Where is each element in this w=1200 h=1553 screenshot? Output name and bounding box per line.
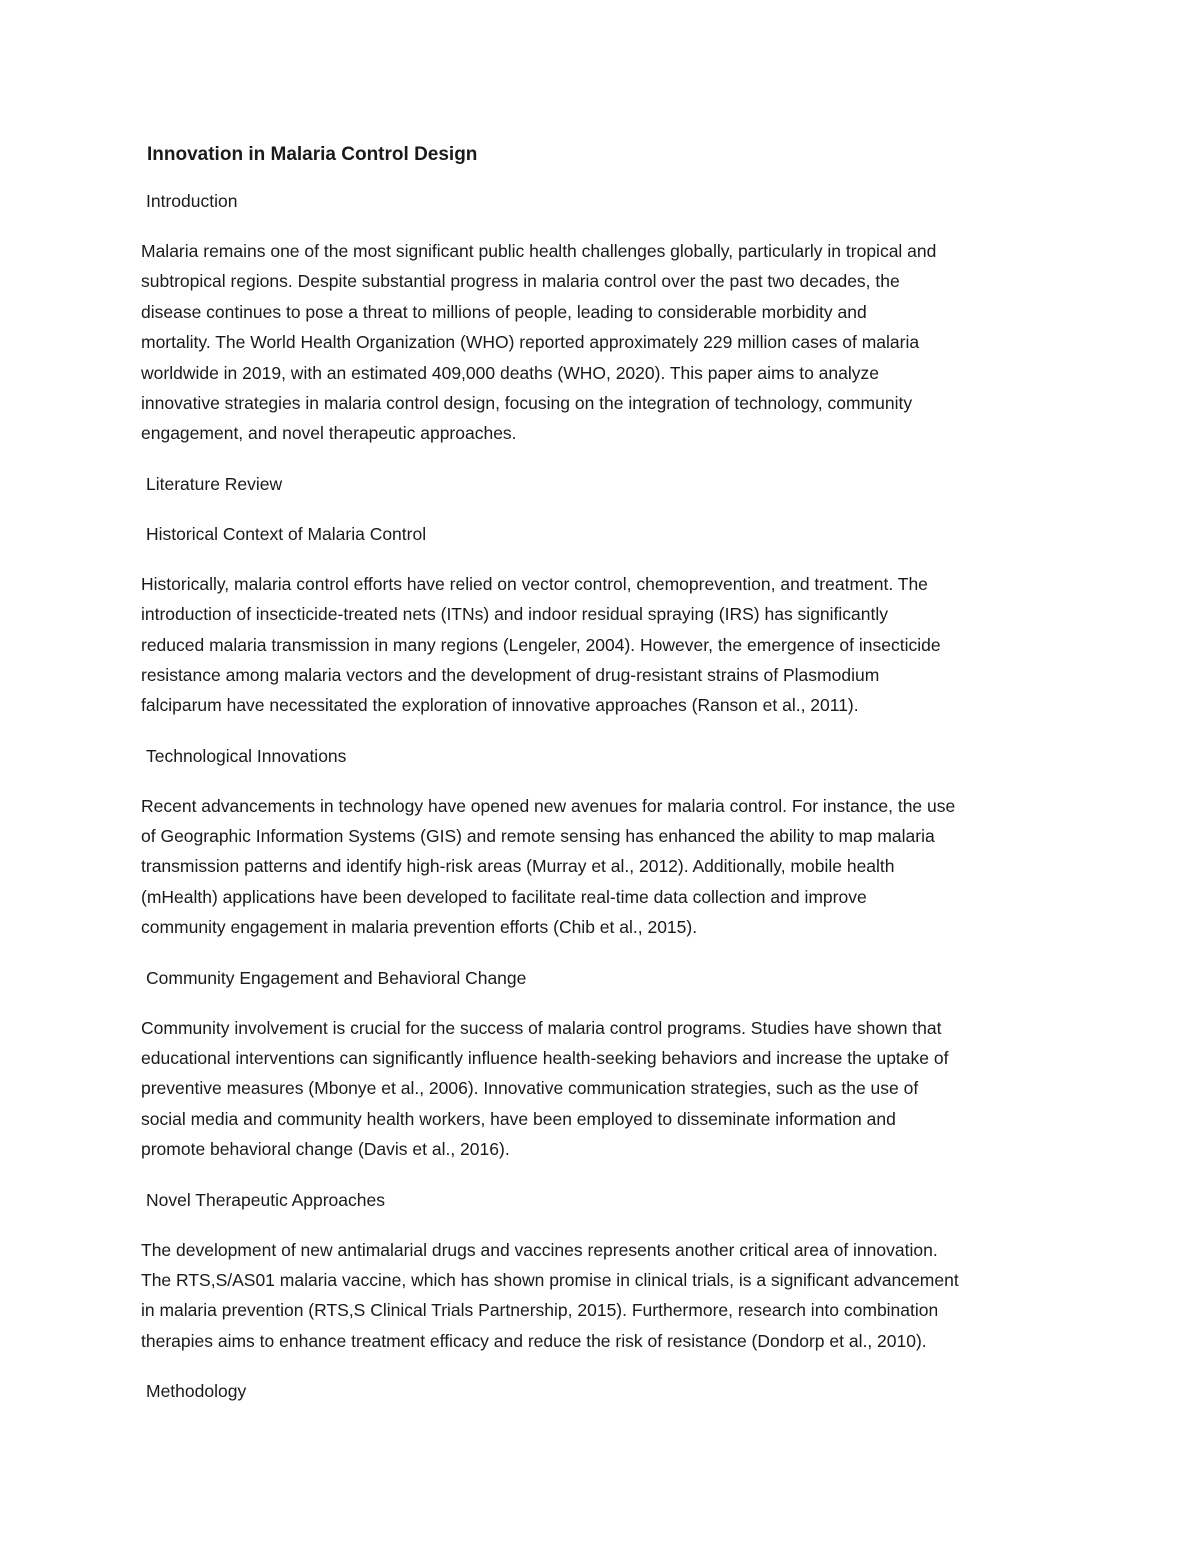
paragraph-line: worldwide in 2019, with an estimated 409,000 deaths (WHO, 2020). This paper aims to analyze <box>141 362 879 383</box>
section-paragraph-introduction <box>141 236 1066 449</box>
section-paragraph-community-engagement-and-behavioral-change <box>141 1013 1066 1165</box>
section-heading-novel-therapeutic-approaches: Novel Therapeutic Approaches <box>146 1189 385 1210</box>
paragraph-line: falciparum have necessitated the exploration of innovative approaches (Ranson et al., 2011). <box>141 695 859 716</box>
section-paragraph-technological-innovations <box>141 791 1066 943</box>
paragraph-line: Malaria remains one of the most significant public health challenges globally, particularly in tropical and <box>141 241 937 261</box>
paragraph-line: of Geographic Information Systems (GIS) and remote sensing has enhanced the ability to map malaria <box>141 826 935 847</box>
section-heading-introduction: Introduction <box>146 191 238 211</box>
section-heading-literature-review: Literature Review <box>146 473 283 494</box>
paragraph-line: mortality. The World Health Organization (WHO) reported approximately 229 million cases of malaria <box>141 332 920 353</box>
paragraph-line: transmission patterns and identify high-risk areas (Murray et al., 2012). Additionally, mobile health <box>141 856 895 877</box>
paragraph-line: engagement, and novel therapeutic approaches. <box>141 423 517 444</box>
paragraph-line: community engagement in malaria prevention efforts (Chib et al., 2015). <box>141 917 698 938</box>
paragraph-line: reduced malaria transmission in many regions (Lengeler, 2004). However, the emergence of insecticide <box>141 634 941 655</box>
paragraph-line: in malaria prevention (RTS,S Clinical Trials Partnership, 2015). Furthermore, research into combination <box>141 1300 939 1321</box>
paragraph-line: introduction of insecticide-treated nets (ITNs) and indoor residual spraying (IRS) has significantly <box>141 604 889 625</box>
paragraph-line: The development of new antimalarial drugs and vaccines represents another critical area of innovation. <box>141 1239 938 1260</box>
section-heading-historical-context-of-malaria-control: Historical Context of Malaria Control <box>146 523 427 544</box>
paragraph-line: Historically, malaria control efforts have relied on vector control, chemoprevention, and treatment. The <box>141 573 928 594</box>
section-paragraph-historical-context-of-malaria-control <box>141 569 1066 721</box>
paragraph-line: resistance among malaria vectors and the development of drug-resistant strains of Plasmodium <box>141 664 880 685</box>
section-heading-community-engagement-and-behavioral-change: Community Engagement and Behavioral Change <box>146 967 527 988</box>
section-paragraph-novel-therapeutic-approaches <box>141 1235 1066 1357</box>
paragraph-line: (mHealth) applications have been developed to facilitate real-time data collection and improve <box>141 886 867 907</box>
document-body <box>141 136 1066 1426</box>
paragraph-line: therapies aims to enhance treatment efficacy and reduce the risk of resistance (Dondorp et al., 2010). <box>141 1330 927 1351</box>
paragraph-line: promote behavioral change (Davis et al., 2016). <box>141 1139 510 1160</box>
paragraph-line: disease continues to pose a threat to millions of people, leading to considerable morbidity and <box>141 301 867 322</box>
paragraph-line: innovative strategies in malaria control design, focusing on the integration of technology, community <box>141 392 913 413</box>
paragraph-line: Recent advancements in technology have opened new avenues for malaria control. For instance, the use <box>141 795 956 816</box>
section-heading-technological-innovations: Technological Innovations <box>146 745 347 766</box>
paragraph-line: Community involvement is crucial for the success of malaria control programs. Studies have shown that <box>141 1017 942 1038</box>
paragraph-line: social media and community health workers, have been employed to disseminate information and <box>141 1108 896 1129</box>
paragraph-line: preventive measures (Mbonye et al., 2006). Innovative communication strategies, such as the use of <box>141 1078 919 1099</box>
section-heading-methodology: Methodology <box>146 1381 247 1402</box>
paragraph-line: educational interventions can significantly influence health-seeking behaviors and increase the uptake of <box>141 1048 949 1069</box>
document-title: Innovation in Malaria Control Design <box>147 144 478 165</box>
paragraph-line: subtropical regions. Despite substantial progress in malaria control over the past two decades, the <box>141 271 900 292</box>
paragraph-line: The RTS,S/AS01 malaria vaccine, which has shown promise in clinical trials, is a significant advancement <box>141 1269 959 1290</box>
